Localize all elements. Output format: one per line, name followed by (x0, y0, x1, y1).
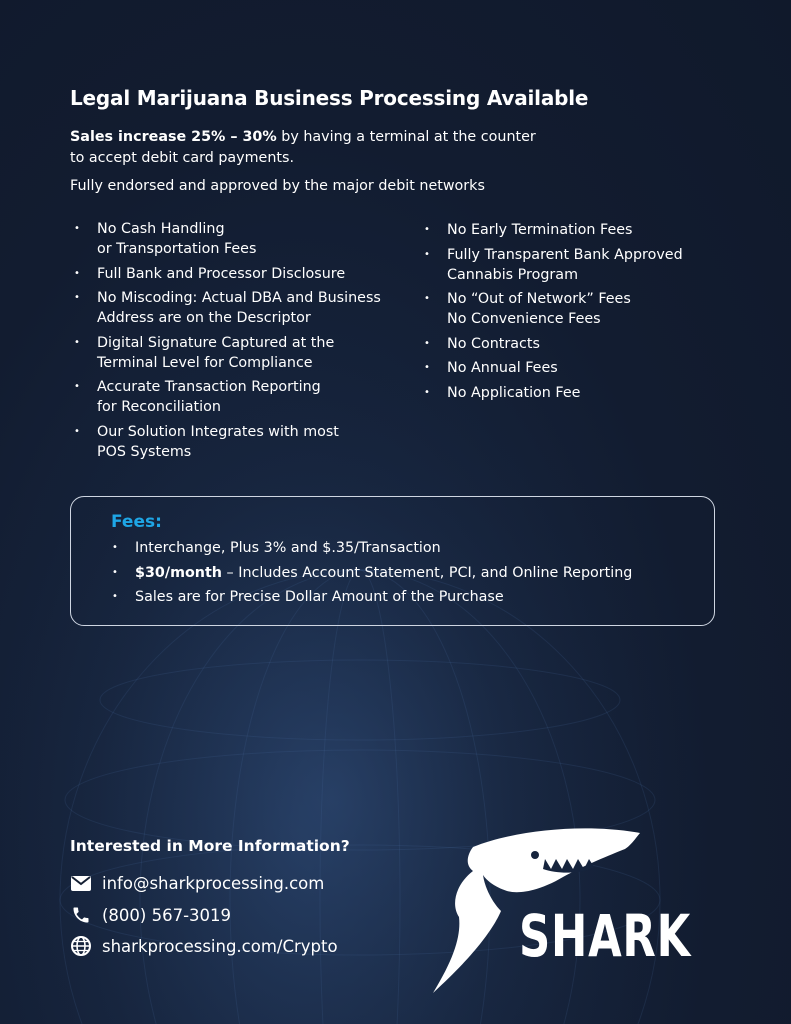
list-item: • No Cash Handling or Transportation Fees (71, 219, 411, 259)
intro-text (70, 127, 590, 169)
list-item: • Interchange, Plus 3% and $.35/Transaction (109, 538, 699, 558)
fees-heading: Fees: (111, 512, 162, 532)
phone-icon (70, 904, 92, 926)
list-item: • Digital Signature Captured at the Terminal Level for Compliance (71, 333, 411, 373)
contact-email[interactable] (70, 872, 324, 894)
intro-highlight: Sales increase 25% – 30% (70, 129, 277, 145)
envelope-icon (70, 872, 92, 894)
list-item: • No Miscoding: Actual DBA and Business Address are on the Descriptor (71, 288, 411, 328)
globe-icon (70, 935, 92, 957)
fees-list (109, 538, 699, 612)
fees-box (70, 496, 715, 626)
features-left-list (71, 219, 411, 466)
contact-heading: Interested in More Information? (70, 837, 350, 855)
contact-phone[interactable] (70, 904, 231, 926)
phone-text[interactable]: (800) 567-3019 (102, 905, 232, 925)
intro-line1: by having a terminal at the counter (276, 129, 536, 145)
list-item: • Our Solution Integrates with most POS Systems (71, 422, 411, 462)
list-item: • No “Out of Network” Fees No Convenience Fees (421, 289, 721, 329)
endorsement-text: Fully endorsed and approved by the major debit networks (70, 178, 485, 194)
list-item: • No Application Fee (421, 383, 721, 403)
contact-website[interactable] (70, 935, 338, 957)
list-item: • Sales are for Precise Dollar Amount of the Purchase (109, 587, 699, 607)
list-item: • No Annual Fees (421, 358, 721, 378)
list-item: • No Early Termination Fees (421, 220, 721, 240)
list-item: • Full Bank and Processor Disclosure (71, 264, 411, 284)
features-right-list (421, 220, 721, 407)
logo-text: SHARK (519, 902, 692, 970)
list-item: • Accurate Transaction Reporting for Reconciliation (71, 377, 411, 417)
email-text[interactable]: info@sharkprocessing.com (102, 873, 325, 893)
list-item: • No Contracts (421, 334, 721, 354)
list-item: • $30/month – Includes Account Statement, PCI, and Online Reporting (109, 563, 699, 583)
page-title: Legal Marijuana Business Processing Available (70, 86, 589, 110)
website-text[interactable]: sharkprocessing.com/Crypto (102, 936, 338, 956)
shark-logo (425, 825, 705, 995)
intro-line2: to accept debit card payments. (70, 150, 295, 166)
list-item: • Fully Transparent Bank Approved Cannabis Program (421, 245, 721, 285)
